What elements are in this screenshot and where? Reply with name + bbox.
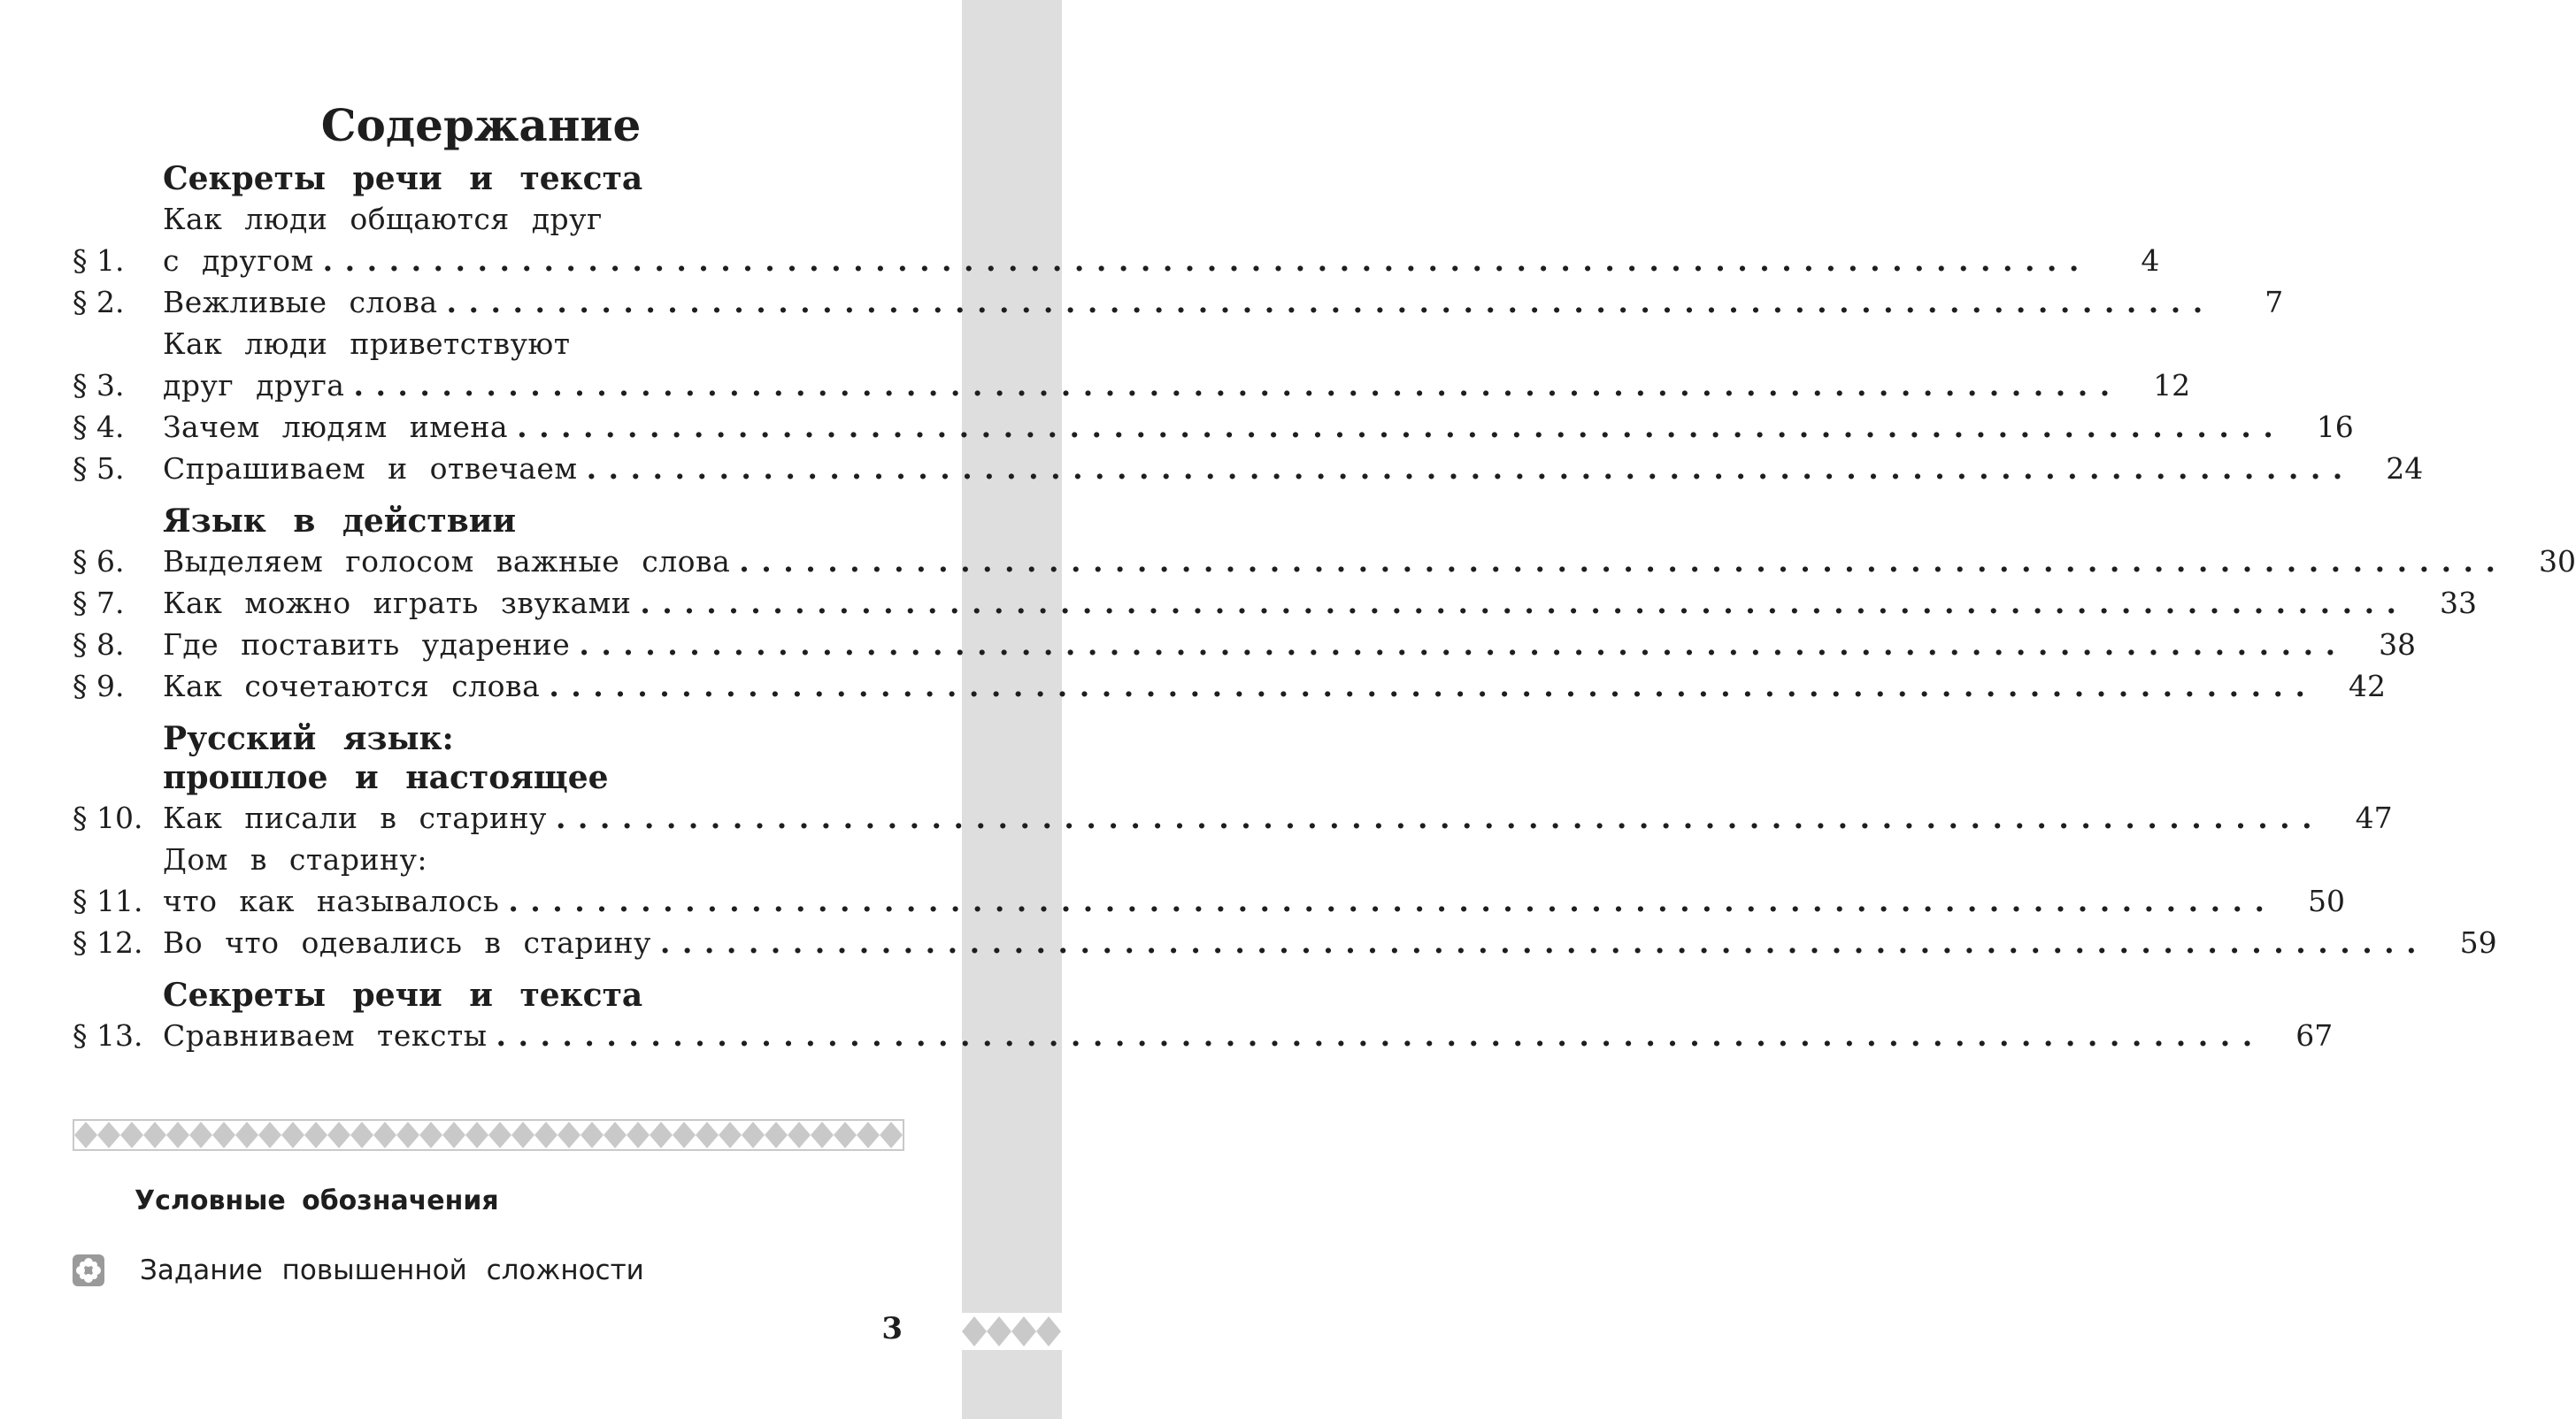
- diamond-divider: [73, 1119, 904, 1151]
- page-ref: 30: [2539, 544, 2576, 579]
- entry-title: друг друга: [163, 368, 345, 403]
- page-ref: 4: [2141, 243, 2160, 278]
- section-number: § 5.: [73, 451, 125, 486]
- toc-entry[interactable]: [73, 448, 2424, 489]
- entry-title: Спрашиваем и отвечаем: [163, 451, 578, 486]
- entry-title: Дом в старину:: [163, 842, 427, 877]
- legend-item: [73, 1254, 644, 1286]
- entry-title: Как можно играть звуками: [163, 586, 632, 620]
- dot-leader: . . . . . . . . . . . . . . . . . . . . . . . . . . . . . . . . . . . . . . . . . . . . . . . . . . . . . . . . . . . . . . . . . . . . . . . . . . . . . . . .: [579, 627, 2337, 662]
- section-heading: Русский язык:: [163, 720, 454, 757]
- entry-title: Выделяем голосом важные слова: [163, 544, 731, 579]
- toc-entry[interactable]: [73, 797, 2393, 839]
- section-number: § 1.: [73, 243, 125, 278]
- page-ref: 47: [2355, 801, 2393, 835]
- page-ref: 38: [2379, 627, 2417, 662]
- page-title: Содержание: [320, 99, 642, 151]
- section-heading: Секреты речи и текста: [163, 160, 643, 197]
- entry-title: с другом: [163, 243, 314, 278]
- toc-entry[interactable]: [73, 665, 2387, 707]
- page-ref: 24: [2386, 451, 2424, 486]
- toc-entry[interactable]: [73, 839, 2346, 922]
- section-number: § 3.: [73, 368, 125, 403]
- table-of-contents: [73, 159, 2576, 1056]
- section-number: § 7.: [73, 586, 125, 620]
- dot-leader: . . . . . . . . . . . . . . . . . . . . . . . . . . . . . . . . . . . . . . . . . . . . . . . . . . . . . . . . . . . . . . . . . . . . . . . . . . . . . . . .: [508, 884, 2266, 918]
- dot-leader: . . . . . . . . . . . . . . . . . . . . . . . . . . . . . . . . . . . . . . . . . . . . . . . . . . . . . . . . . . . . . . . . . . . . . . . . . . . . . . . .: [549, 669, 2307, 703]
- dot-leader: . . . . . . . . . . . . . . . . . . . . . . . . . . . . . . . . . . . . . . . . . . . . . . . . . . . . . . . . . . . . . . . . . . . . . . . . . . . . . . . .: [640, 586, 2398, 620]
- toc-entry[interactable]: [73, 323, 2191, 406]
- dot-leader: . . . . . . . . . . . . . . . . . . . . . . . . . . . . . . . . . . . . . . . . . . . . . . . . . . . . . . . . . . . . . . . . . . . . . . . . . . . . . . . .: [555, 801, 2313, 835]
- legend-item-label: Задание повышенной сложности: [140, 1254, 644, 1286]
- dot-leader: . . . . . . . . . . . . . . . . . . . . . . . . . . . . . . . . . . . . . . . . . . . . . . . . . . . . . . . . . . . . . . . . . . . . . . . . . . . . . . . .: [353, 368, 2111, 403]
- entry-title: Где поставить ударение: [163, 627, 571, 662]
- toc-entry[interactable]: [73, 198, 2160, 281]
- section-heading: прошлое и настоящее: [163, 759, 609, 796]
- entry-title: Во что одевались в старину: [163, 925, 651, 960]
- entry-title: Вежливые слова: [163, 285, 438, 319]
- entry-title: Сравниваем тексты: [163, 1018, 488, 1053]
- page-number: 3: [881, 1311, 903, 1346]
- page-ref: 33: [2440, 586, 2478, 620]
- toc-entry[interactable]: [73, 406, 2354, 448]
- toc-entry[interactable]: [73, 281, 2284, 323]
- toc-entry[interactable]: [73, 1015, 2334, 1056]
- page-ref: 50: [2308, 884, 2346, 918]
- side-margin-band: [962, 0, 1062, 1419]
- dot-leader: . . . . . . . . . . . . . . . . . . . . . . . . . . . . . . . . . . . . . . . . . . . . . . . . . . . . . . . . . . . . . . . . . . . . . . . . . . . . . . . .: [322, 243, 2080, 278]
- section-number: § 11.: [73, 884, 143, 918]
- section-number: § 6.: [73, 544, 125, 579]
- flower-square-icon: [73, 1254, 104, 1286]
- entry-title: Как люди приветствуют: [163, 326, 571, 361]
- page-ref: 67: [2295, 1018, 2334, 1053]
- section-number: § 8.: [73, 627, 125, 662]
- side-diamond-ornament: [962, 1313, 1062, 1350]
- entry-title: Как писали в старину: [163, 801, 547, 835]
- dot-leader: . . . . . . . . . . . . . . . . . . . . . . . . . . . . . . . . . . . . . . . . . . . . . . . . . . . . . . . . . . . . . . . . . . . . . . . . . . . . . . . .: [446, 285, 2204, 319]
- entry-title: что как называлось: [163, 884, 500, 918]
- section-number: § 13.: [73, 1018, 143, 1053]
- dot-leader: . . . . . . . . . . . . . . . . . . . . . . . . . . . . . . . . . . . . . . . . . . . . . . . . . . . . . . . . . . . . . . . . . . . . . . . . . . . . . . . .: [496, 1018, 2254, 1053]
- legend-title: Условные обозначения: [135, 1185, 499, 1216]
- section-number: § 4.: [73, 410, 125, 444]
- dot-leader: . . . . . . . . . . . . . . . . . . . . . . . . . . . . . . . . . . . . . . . . . . . . . . . . . . . . . . . . . . . . . . . . . . . . . . . . . . . . . . . .: [739, 544, 2497, 579]
- dot-leader: . . . . . . . . . . . . . . . . . . . . . . . . . . . . . . . . . . . . . . . . . . . . . . . . . . . . . . . . . . . . . . . . . . . . . . . . . . . . . . . .: [586, 451, 2344, 486]
- section-number: § 10.: [73, 801, 143, 835]
- dot-leader: . . . . . . . . . . . . . . . . . . . . . . . . . . . . . . . . . . . . . . . . . . . . . . . . . . . . . . . . . . . . . . . . . . . . . . . . . . . . . . . .: [517, 410, 2274, 444]
- section-number: § 12.: [73, 925, 143, 960]
- toc-entry[interactable]: [73, 582, 2478, 624]
- page-ref: 7: [2265, 285, 2284, 319]
- page-ref: 12: [2153, 368, 2191, 403]
- toc-entry[interactable]: [73, 624, 2417, 665]
- toc-entry[interactable]: [73, 922, 2497, 963]
- section-heading: Язык в действии: [163, 502, 517, 540]
- entry-title: Как люди общаются друг: [163, 202, 603, 236]
- toc-entry[interactable]: [73, 541, 2576, 582]
- page-ref: 59: [2459, 925, 2497, 960]
- page-ref: 16: [2316, 410, 2354, 444]
- dot-leader: . . . . . . . . . . . . . . . . . . . . . . . . . . . . . . . . . . . . . . . . . . . . . . . . . . . . . . . . . . . . . . . . . . . . . . . . . . . . . . . .: [659, 925, 2418, 960]
- section-number: § 9.: [73, 669, 125, 703]
- entry-title: Как сочетаются слова: [163, 669, 541, 703]
- page-ref: 42: [2349, 669, 2387, 703]
- entry-title: Зачем людям имена: [163, 410, 509, 444]
- section-heading: Секреты речи и текста: [163, 977, 643, 1014]
- section-number: § 2.: [73, 285, 125, 319]
